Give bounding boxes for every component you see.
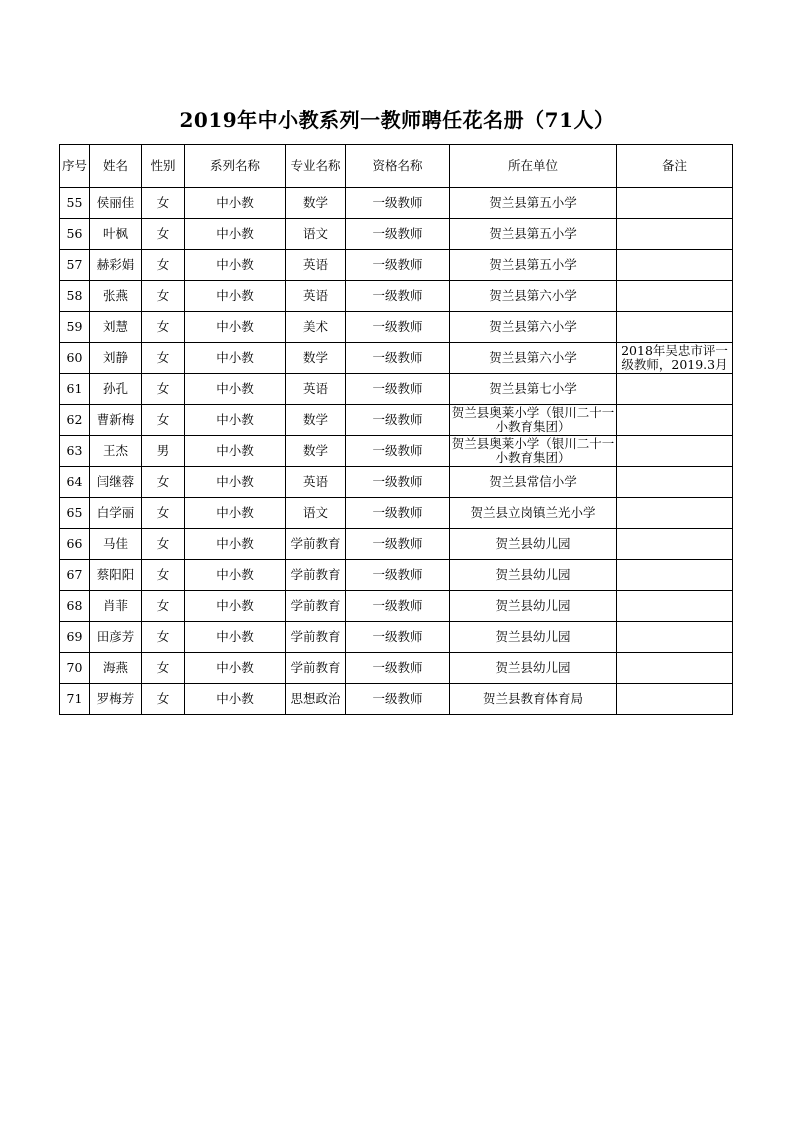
cell-series: 中小教: [185, 188, 286, 219]
cell-sex: 女: [142, 250, 185, 281]
header-sex: 性别: [142, 145, 185, 188]
cell-no: 58: [60, 281, 90, 312]
cell-name: 曹新梅: [90, 405, 142, 436]
cell-unit: 贺兰县立岗镇兰光小学: [450, 498, 617, 529]
cell-major: 学前教育: [286, 529, 346, 560]
cell-note: [617, 591, 733, 622]
cell-unit: 贺兰县奥莱小学（银川二十一小教育集团）: [450, 436, 617, 467]
cell-no: 60: [60, 343, 90, 374]
cell-unit: 贺兰县第六小学: [450, 343, 617, 374]
cell-note: [617, 467, 733, 498]
cell-note: [617, 405, 733, 436]
header-name: 姓名: [90, 145, 142, 188]
header-no: 序号: [60, 145, 90, 188]
cell-no: 61: [60, 374, 90, 405]
table-header-row: [60, 145, 733, 188]
cell-name: 孙孔: [90, 374, 142, 405]
cell-major: 学前教育: [286, 591, 346, 622]
cell-name: 王杰: [90, 436, 142, 467]
table-row: [60, 405, 733, 436]
cell-major: 英语: [286, 467, 346, 498]
cell-name: 闫继蓉: [90, 467, 142, 498]
cell-series: 中小教: [185, 219, 286, 250]
header-series: 系列名称: [185, 145, 286, 188]
cell-series: 中小教: [185, 343, 286, 374]
cell-name: 叶枫: [90, 219, 142, 250]
cell-unit: 贺兰县幼儿园: [450, 529, 617, 560]
header-note: 备注: [617, 145, 733, 188]
cell-sex: 女: [142, 188, 185, 219]
table-row: [60, 591, 733, 622]
cell-qualification: 一级教师: [346, 560, 450, 591]
table-row: [60, 529, 733, 560]
cell-sex: 女: [142, 653, 185, 684]
cell-sex: 女: [142, 281, 185, 312]
cell-note: [617, 436, 733, 467]
cell-name: 张燕: [90, 281, 142, 312]
cell-series: 中小教: [185, 281, 286, 312]
header-unit: 所在单位: [450, 145, 617, 188]
cell-major: 学前教育: [286, 560, 346, 591]
header-major: 专业名称: [286, 145, 346, 188]
cell-series: 中小教: [185, 622, 286, 653]
cell-unit: 贺兰县常信小学: [450, 467, 617, 498]
cell-major: 英语: [286, 374, 346, 405]
cell-unit: 贺兰县第六小学: [450, 312, 617, 343]
cell-note: [617, 653, 733, 684]
cell-no: 59: [60, 312, 90, 343]
cell-note: [617, 312, 733, 343]
cell-sex: 女: [142, 343, 185, 374]
cell-no: 57: [60, 250, 90, 281]
cell-major: 思想政治: [286, 684, 346, 715]
cell-name: 蔡阳阳: [90, 560, 142, 591]
header-qualification: 资格名称: [346, 145, 450, 188]
cell-name: 刘静: [90, 343, 142, 374]
cell-unit: 贺兰县第七小学: [450, 374, 617, 405]
cell-qualification: 一级教师: [346, 219, 450, 250]
cell-no: 62: [60, 405, 90, 436]
table-row: [60, 560, 733, 591]
cell-sex: 女: [142, 374, 185, 405]
roster-table: [59, 144, 733, 715]
cell-qualification: 一级教师: [346, 281, 450, 312]
cell-sex: 女: [142, 622, 185, 653]
cell-no: 71: [60, 684, 90, 715]
table-row: [60, 281, 733, 312]
cell-name: 海燕: [90, 653, 142, 684]
cell-no: 65: [60, 498, 90, 529]
cell-major: 学前教育: [286, 622, 346, 653]
cell-series: 中小教: [185, 560, 286, 591]
cell-series: 中小教: [185, 405, 286, 436]
cell-note: [617, 560, 733, 591]
cell-unit: 贺兰县幼儿园: [450, 560, 617, 591]
cell-name: 白学丽: [90, 498, 142, 529]
cell-qualification: 一级教师: [346, 653, 450, 684]
cell-name: 肖菲: [90, 591, 142, 622]
table-row: [60, 467, 733, 498]
table-row: [60, 653, 733, 684]
cell-series: 中小教: [185, 591, 286, 622]
cell-sex: 女: [142, 498, 185, 529]
cell-series: 中小教: [185, 684, 286, 715]
cell-no: 67: [60, 560, 90, 591]
cell-unit: 贺兰县第五小学: [450, 219, 617, 250]
cell-major: 数学: [286, 188, 346, 219]
cell-name: 侯丽佳: [90, 188, 142, 219]
cell-sex: 女: [142, 684, 185, 715]
cell-note: [617, 250, 733, 281]
cell-major: 英语: [286, 281, 346, 312]
cell-qualification: 一级教师: [346, 312, 450, 343]
cell-series: 中小教: [185, 529, 286, 560]
cell-no: 64: [60, 467, 90, 498]
cell-no: 63: [60, 436, 90, 467]
cell-qualification: 一级教师: [346, 374, 450, 405]
cell-name: 田彦芳: [90, 622, 142, 653]
cell-qualification: 一级教师: [346, 343, 450, 374]
cell-note: [617, 622, 733, 653]
cell-qualification: 一级教师: [346, 529, 450, 560]
cell-note: [617, 281, 733, 312]
cell-major: 语文: [286, 498, 346, 529]
cell-sex: 女: [142, 467, 185, 498]
cell-series: 中小教: [185, 498, 286, 529]
table-row: [60, 374, 733, 405]
cell-name: 刘慧: [90, 312, 142, 343]
cell-series: 中小教: [185, 374, 286, 405]
page-title: 2019年中小教系列一教师聘任花名册（71人）: [179, 108, 615, 132]
cell-major: 数学: [286, 343, 346, 374]
cell-no: 66: [60, 529, 90, 560]
cell-major: 美术: [286, 312, 346, 343]
cell-unit: 贺兰县幼儿园: [450, 653, 617, 684]
cell-major: 语文: [286, 219, 346, 250]
cell-sex: 女: [142, 219, 185, 250]
cell-name: 罗梅芳: [90, 684, 142, 715]
cell-unit: 贺兰县第五小学: [450, 250, 617, 281]
table-row: [60, 250, 733, 281]
cell-series: 中小教: [185, 653, 286, 684]
cell-qualification: 一级教师: [346, 591, 450, 622]
cell-name: 赫彩娟: [90, 250, 142, 281]
table-row: [60, 343, 733, 374]
table-row: [60, 622, 733, 653]
cell-name: 马佳: [90, 529, 142, 560]
cell-major: 数学: [286, 405, 346, 436]
cell-series: 中小教: [185, 250, 286, 281]
cell-sex: 女: [142, 560, 185, 591]
cell-qualification: 一级教师: [346, 684, 450, 715]
cell-unit: 贺兰县第六小学: [450, 281, 617, 312]
cell-series: 中小教: [185, 467, 286, 498]
cell-qualification: 一级教师: [346, 250, 450, 281]
cell-note: [617, 219, 733, 250]
cell-unit: 贺兰县幼儿园: [450, 622, 617, 653]
cell-no: 70: [60, 653, 90, 684]
table-row: [60, 312, 733, 343]
cell-major: 学前教育: [286, 653, 346, 684]
cell-qualification: 一级教师: [346, 436, 450, 467]
cell-series: 中小教: [185, 436, 286, 467]
table-row: [60, 188, 733, 219]
cell-note: [617, 188, 733, 219]
cell-note: [617, 684, 733, 715]
table-row: [60, 436, 733, 467]
table-row: [60, 498, 733, 529]
cell-no: 56: [60, 219, 90, 250]
cell-qualification: 一级教师: [346, 188, 450, 219]
cell-qualification: 一级教师: [346, 498, 450, 529]
cell-no: 55: [60, 188, 90, 219]
cell-no: 68: [60, 591, 90, 622]
cell-note: [617, 374, 733, 405]
cell-sex: 女: [142, 591, 185, 622]
cell-note: [617, 498, 733, 529]
cell-qualification: 一级教师: [346, 467, 450, 498]
cell-unit: 贺兰县第五小学: [450, 188, 617, 219]
cell-major: 数学: [286, 436, 346, 467]
cell-series: 中小教: [185, 312, 286, 343]
cell-unit: 贺兰县奥莱小学（银川二十一小教育集团）: [450, 405, 617, 436]
cell-note: [617, 529, 733, 560]
cell-note: 2018年吴忠市评一级教师，2019.3月: [617, 343, 733, 374]
table-row: [60, 684, 733, 715]
cell-qualification: 一级教师: [346, 622, 450, 653]
cell-sex: 女: [142, 312, 185, 343]
cell-sex: 男: [142, 436, 185, 467]
cell-sex: 女: [142, 405, 185, 436]
table-row: [60, 219, 733, 250]
cell-unit: 贺兰县教育体育局: [450, 684, 617, 715]
cell-sex: 女: [142, 529, 185, 560]
cell-qualification: 一级教师: [346, 405, 450, 436]
cell-no: 69: [60, 622, 90, 653]
cell-major: 英语: [286, 250, 346, 281]
cell-unit: 贺兰县幼儿园: [450, 591, 617, 622]
